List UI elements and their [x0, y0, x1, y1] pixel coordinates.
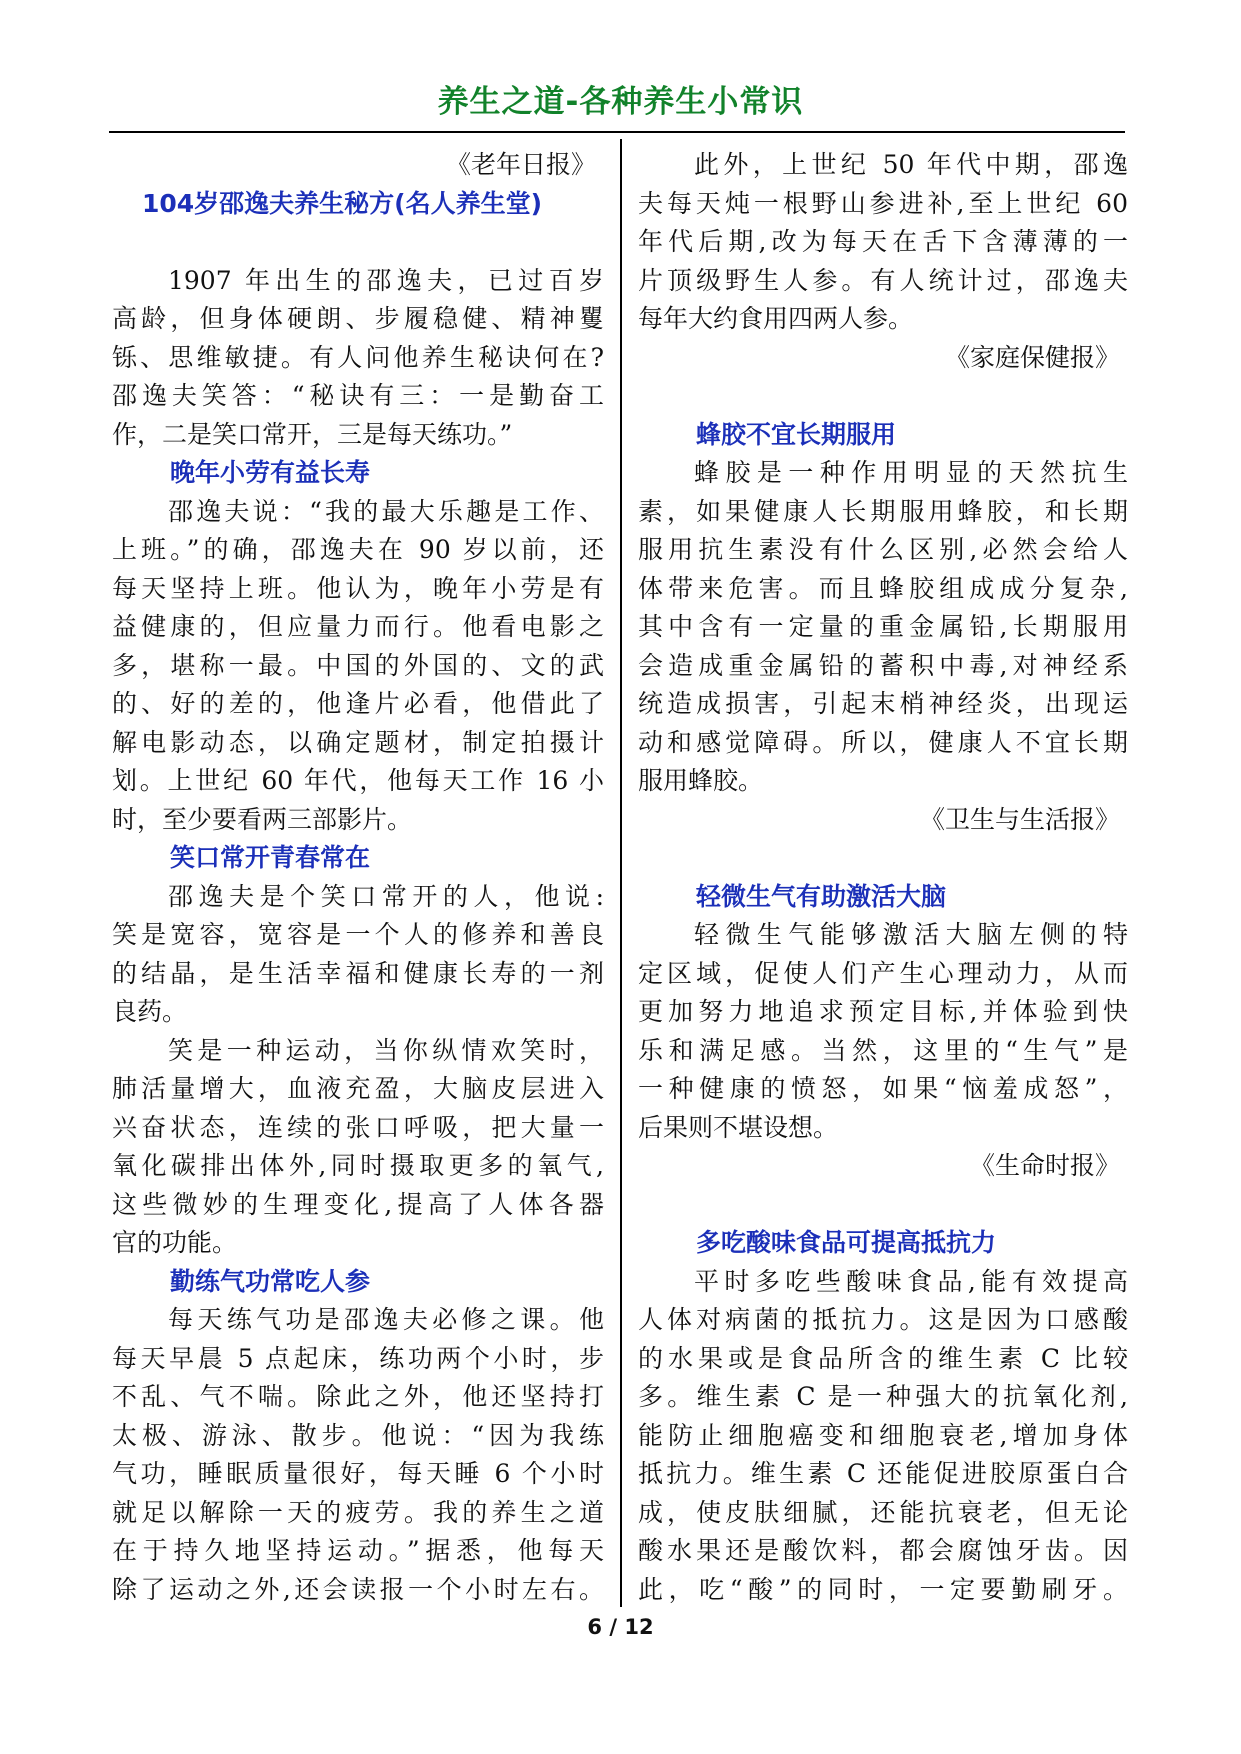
- text-line: 邵逸夫说：“我的最大乐趣是工作、: [168, 496, 604, 526]
- text-line: 的、好的差的，他逢片必看，他借此了: [112, 689, 604, 718]
- header-rule: [109, 131, 1125, 133]
- text-line: 夫每天炖一根野山参进补,至上世纪 60: [638, 188, 1128, 218]
- text-line: 1907 年出生的邵逸夫，已过百岁: [168, 265, 604, 295]
- spacer: [112, 223, 604, 262]
- text-line: 后果则不堪设想。: [638, 1112, 839, 1142]
- text-line: 更加努力地追求预定目标,并体验到快: [638, 997, 1128, 1026]
- text-line: 官的功能。: [112, 1228, 238, 1257]
- text-line: 益健康的，但应量力而行。他看电影之: [112, 612, 604, 641]
- text-line: 笑是宽容，宽容是一个人的修养和善良: [112, 920, 604, 949]
- text-line: 高龄，但身体硬朗、步履稳健、精神矍: [112, 304, 604, 333]
- text-line: 这些微妙的生理变化,提高了人体各器: [112, 1189, 604, 1219]
- text-line: 良药。: [112, 997, 188, 1026]
- spacer: [638, 377, 1128, 416]
- page-number: 6 / 12: [587, 1615, 654, 1639]
- paragraph: [112, 1032, 604, 1263]
- text-line: 每天坚持上班。他认为，晚年小劳是有: [112, 573, 604, 603]
- text-line: 作，二是笑口常开，三是每天练功。”: [112, 419, 513, 449]
- article-heading: 蜂胶不宜长期服用: [696, 419, 897, 449]
- spacer: [638, 839, 1128, 878]
- text-line: 成，使皮肤细腻，还能抗衰老，但无论: [638, 1497, 1128, 1527]
- text-line: 统造成损害，引起末梢神经炎，出现运: [638, 689, 1128, 718]
- article-heading: 多吃酸味食品可提高抵抗力: [696, 1228, 997, 1257]
- paragraph: [112, 1301, 604, 1609]
- section-heading: 笑口常开青春常在: [170, 843, 371, 872]
- section-heading: 勤练气功常吃人参: [170, 1266, 371, 1296]
- text-line: 气功，睡眠质量很好，每天睡 6 个小时: [112, 1459, 604, 1488]
- paragraph: [112, 262, 604, 455]
- text-line: 此，吃“酸”的同时，一定要勤刷牙。: [638, 1574, 1128, 1604]
- text-line: 酸水果还是酸饮料，都会腐蚀牙齿。因: [638, 1536, 1128, 1565]
- text-line: 兴奋状态，连续的张口呼吸，把大量一: [112, 1112, 604, 1142]
- text-line: 除了运动之外,还会读报一个小时左右。: [112, 1574, 604, 1604]
- text-line: 时，至少要看两三部影片。: [112, 804, 413, 834]
- text-line: 的结晶，是生活幸福和健康长寿的一剂: [112, 958, 604, 988]
- text-line: 邵逸夫是个笑口常开的人，他说:: [168, 881, 604, 911]
- text-line: 一种健康的愤怒，如果“恼羞成怒”，: [638, 1074, 1128, 1103]
- paragraph: [638, 146, 1128, 339]
- text-line: 多，堪称一最。中国的外国的、文的武: [112, 650, 604, 680]
- text-line: 笑是一种运动，当你纵情欢笑时，: [168, 1035, 604, 1065]
- article-title: 104岁邵逸夫养生秘方(名人养生堂): [142, 188, 543, 218]
- page-header-title: 养生之道-各种养生小常识: [437, 84, 804, 120]
- text-line: 服用抗生素没有什么区别,必然会给人: [638, 535, 1128, 564]
- text-line: 就足以解除一天的疲劳。我的养生之道: [112, 1497, 604, 1527]
- text-line: 多。维生素 C 是一种强大的抗氧化剂,: [638, 1382, 1128, 1411]
- text-line: 片顶级野生人参。有人统计过，邵逸夫: [638, 265, 1128, 295]
- text-line: 乐和满足感。当然，这里的“生气”是: [638, 1035, 1128, 1065]
- text-line: 在于持久地坚持运动。”据悉，他每天: [112, 1536, 604, 1565]
- text-line: 轻微生气能够激活大脑左侧的特: [694, 920, 1128, 949]
- text-line: 氧化碳排出体外,同时摄取更多的氧气,: [112, 1151, 604, 1180]
- text-line: 肺活量增大，血液充盈，大脑皮层进入: [112, 1074, 604, 1103]
- text-line: 动和感觉障碍。所以，健康人不宜长期: [638, 727, 1128, 757]
- text-line: 蜂胶是一种作用明显的天然抗生: [694, 458, 1128, 487]
- text-line: 能防止细胞癌变和细胞衰老,增加身体: [638, 1420, 1128, 1450]
- paragraph: [638, 916, 1128, 1147]
- text-line: 铄、思维敏捷。有人问他养生秘诀何在?: [112, 342, 604, 372]
- paragraph: [112, 493, 604, 840]
- text-line: 每年大约食用四两人参。: [638, 304, 914, 333]
- source-label: 《卫生与生活报》: [919, 804, 1120, 834]
- left-column: [112, 146, 604, 1609]
- text-line: 邵逸夫笑答：“秘诀有三：一是勤奋工: [112, 381, 604, 410]
- text-line: 年代后期,改为每天在舌下含薄薄的一: [638, 227, 1128, 256]
- text-line: 此外，上世纪 50 年代中期，邵逸: [694, 150, 1128, 179]
- paragraph: [638, 1263, 1128, 1610]
- text-line: 太极、游泳、散步。他说：“因为我练: [112, 1420, 604, 1450]
- spacer: [638, 1186, 1128, 1225]
- article-heading: 轻微生气有助激活大脑: [696, 881, 947, 911]
- text-line: 平时多吃些酸味食品,能有效提高: [694, 1266, 1128, 1296]
- right-column: [638, 146, 1128, 1609]
- source-label: 《家庭保健报》: [944, 342, 1120, 372]
- text-line: 上班。”的确，邵逸夫在 90 岁以前，还: [112, 535, 604, 564]
- text-line: 定区域，促使人们产生心理动力，从而: [638, 958, 1128, 988]
- paragraph: [112, 878, 604, 1032]
- text-line: 不乱、气不喘。除此之外，他还坚持打: [112, 1382, 604, 1411]
- text-line: 体带来危害。而且蜂胶组成成分复杂,: [638, 573, 1128, 603]
- text-line: 划。上世纪 60 年代，他每天工作 16 小: [112, 766, 604, 795]
- paragraph: [638, 454, 1128, 801]
- section-heading: 晚年小劳有益长寿: [170, 458, 371, 487]
- text-line: 素，如果健康人长期服用蜂胶，和长期: [638, 496, 1128, 526]
- text-line: 的水果或是食品所含的维生素 C 比较: [638, 1343, 1128, 1373]
- text-line: 每天早晨 5 点起床，练功两个小时，步: [112, 1343, 604, 1373]
- text-line: 服用蜂胶。: [638, 766, 764, 795]
- source-label: 《生命时报》: [969, 1151, 1120, 1180]
- text-line: 会造成重金属铅的蓄积中毒,对神经系: [638, 650, 1128, 680]
- text-line: 每天练气功是邵逸夫必修之课。他: [168, 1305, 604, 1334]
- text-line: 其中含有一定量的重金属铅,长期服用: [638, 612, 1128, 641]
- column-divider: [620, 139, 622, 1607]
- text-line: 人体对病菌的抵抗力。这是因为口感酸: [638, 1305, 1128, 1334]
- source-label: 《老年日报》: [445, 150, 596, 179]
- text-line: 解电影动态，以确定题材，制定拍摄计: [112, 727, 604, 757]
- text-line: 抵抗力。维生素 C 还能促进胶原蛋白合: [638, 1459, 1128, 1488]
